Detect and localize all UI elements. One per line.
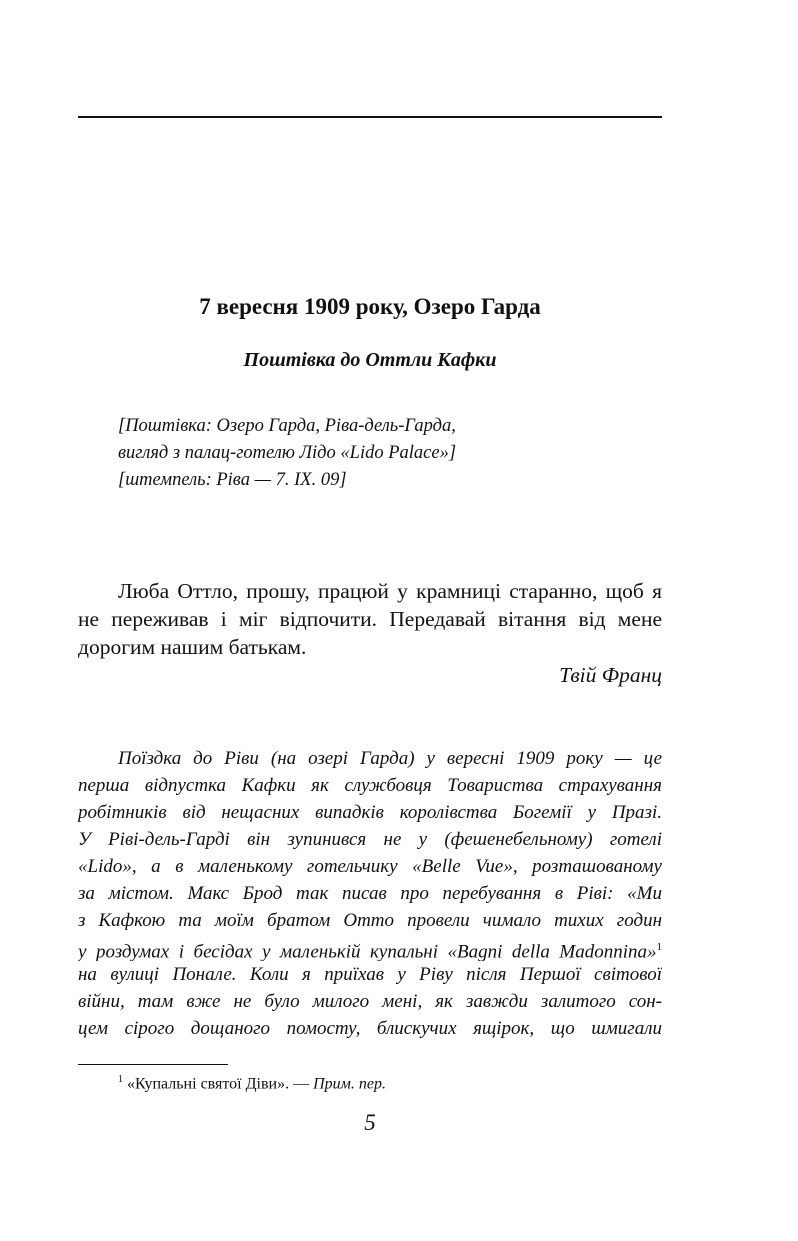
- note-line: [штемпель: Ріва — 7. IX. 09]: [118, 470, 347, 490]
- commentary-line: Поїздка до Ріви (на озері Гарда) у вересні 1909 року — це: [118, 748, 662, 769]
- header-rule: [78, 116, 662, 118]
- commentary-line: у роздумах і бесідах у маленькій купальні «Bagni della Madonnina»: [78, 941, 657, 961]
- footnote-text: «Купальні святої Діви». —: [127, 1075, 314, 1093]
- commentary-line: «Lido», а в маленькому готельчику «Belle Vue», розташованому: [78, 856, 662, 877]
- commentary-line: за містом. Макс Брод так писав про перебування в Ріві: «Ми: [78, 883, 662, 904]
- footnote-attribution: Прим. пер.: [313, 1075, 386, 1093]
- letter-signature: Твій Франц: [559, 663, 662, 687]
- commentary-line-with-ref: [78, 934, 662, 961]
- note-line: [Поштівка: Озеро Гарда, Ріва-дель-Гарда,: [118, 416, 456, 436]
- postcard-note: [118, 413, 658, 494]
- letter-body: Люба Оттло, прошу, працюй у крамниці старанно, щоб я не переживав і міг відпочити. Передавай вітання від мене дорогим нашим батькам.: [78, 579, 662, 659]
- commentary-line: робітників від нещасних випадків королівства Богемії у Празі.: [78, 802, 662, 823]
- commentary-line: з Кафкою та моїм братом Отто провели чимало тихих годин: [78, 910, 662, 931]
- commentary: [78, 745, 662, 1042]
- entry-subtitle: Поштівка до Оттли Кафки: [243, 349, 497, 371]
- page-number: 5: [364, 1110, 376, 1135]
- commentary-line: У Ріві-дель-Гарді він зупинився не у (фешенебельному) готелі: [78, 829, 662, 850]
- footnote-marker: 1: [118, 1074, 123, 1085]
- commentary-line: війни, там вже не було милого мені, як завжди залитого сон-: [78, 991, 662, 1012]
- footnote-reference[interactable]: 1: [656, 941, 662, 953]
- note-line: вигляд з палац-готелю Лідо «Lido Palace»]: [118, 443, 457, 463]
- letter-text: [78, 577, 662, 689]
- footnote: [118, 1068, 658, 1096]
- footnote-rule: [78, 1064, 228, 1065]
- commentary-line: на вулиці Понале. Коли я приїхав у Ріву після Першої світової: [78, 964, 662, 985]
- entry-title: 7 вересня 1909 року, Озеро Гарда: [199, 294, 541, 319]
- commentary-line: цем сірого дощаного помосту, блискучих ящірок, що шмигали: [78, 1018, 662, 1039]
- commentary-line: перша відпустка Кафки як службовця Товариства страхування: [78, 775, 662, 796]
